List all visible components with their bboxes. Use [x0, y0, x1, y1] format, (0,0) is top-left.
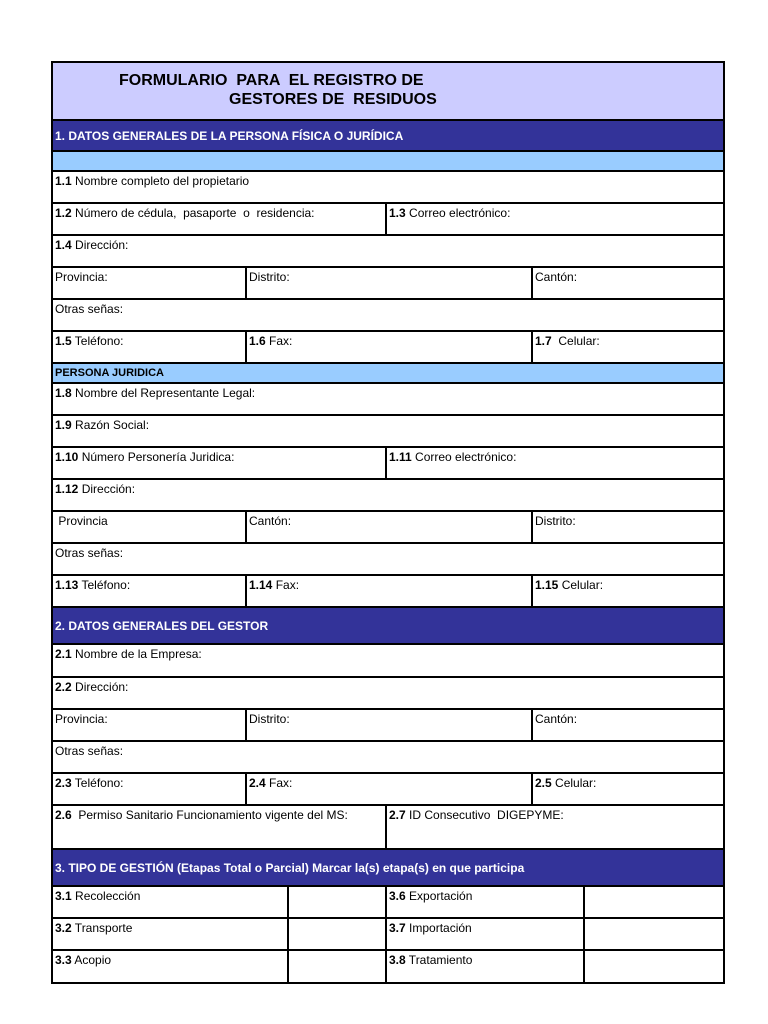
field-razon-social[interactable]: 1.9 Razón Social: [55, 418, 150, 432]
option-tratamiento: 3.8 Tratamiento [387, 951, 585, 982]
field-celular[interactable]: 1.7 Celular: [535, 334, 600, 348]
checkbox-recoleccion[interactable] [289, 887, 387, 917]
row-1-location2 [53, 512, 723, 544]
row-3-a [53, 887, 723, 919]
checkbox-tratamiento[interactable] [585, 951, 723, 982]
form-title-line1: FORMULARIO PARA EL REGISTRO DE [119, 72, 424, 89]
row-3-c [53, 951, 723, 982]
row-1-1 [53, 172, 723, 204]
option-importacion: 3.7 Importación [387, 919, 585, 949]
field-celular-juridica[interactable]: 1.15 Celular: [535, 578, 604, 592]
field-provincia-juridica[interactable]: Provincia [53, 512, 247, 542]
checkbox-importacion[interactable] [585, 919, 723, 949]
row-2-location [53, 710, 723, 742]
field-email[interactable]: 1.3 Correo electrónico: [389, 206, 511, 220]
field-owner-name[interactable]: 1.1 Nombre completo del propietario [55, 174, 250, 188]
row-2-2 [53, 678, 723, 710]
row-3-b [53, 919, 723, 951]
row-1-12 [53, 480, 723, 512]
field-email-juridica[interactable]: 1.11 Correo electrónico: [389, 450, 517, 464]
field-provincia[interactable]: Provincia: [53, 268, 247, 298]
field-id-number[interactable]: 1.2 Número de cédula, pasaporte o residencia: [53, 204, 387, 234]
option-transporte: 3.2 Transporte [53, 919, 289, 949]
field-company-name[interactable]: 2.1 Nombre de la Empresa: [55, 647, 202, 661]
row-1-phones [53, 332, 723, 364]
field-distrito-gestor[interactable]: Distrito: [247, 710, 533, 740]
row-1-9 [53, 416, 723, 448]
field-telefono-gestor[interactable]: 2.3 Teléfono: [53, 774, 247, 804]
field-distrito[interactable]: Distrito: [247, 268, 533, 298]
field-fax-juridica[interactable]: 1.14 Fax: [247, 576, 533, 606]
persona-juridica-header: PERSONA JURIDICA [53, 364, 723, 384]
field-provincia-gestor[interactable]: Provincia: [53, 710, 247, 740]
section2-header: 2. DATOS GENERALES DEL GESTOR [53, 608, 723, 645]
field-distrito-juridica[interactable]: Distrito: [535, 514, 576, 528]
field-fax[interactable]: 1.6 Fax: [247, 332, 533, 362]
form-title-line2: GESTORES DE RESIDUOS [229, 91, 437, 108]
field-telefono-juridica[interactable]: 1.13 Teléfono: [53, 576, 247, 606]
row-1-otras2 [53, 544, 723, 576]
row-2-1 [53, 645, 723, 678]
field-personeria[interactable]: 1.10 Número Personería Juridica: [53, 448, 387, 478]
field-digepyme-id[interactable]: 2.7 ID Consecutivo DIGEPYME: [389, 808, 564, 822]
row-1-8 [53, 384, 723, 416]
field-telefono[interactable]: 1.5 Teléfono: [53, 332, 247, 362]
field-otras-senas[interactable]: Otras señas: [55, 302, 124, 316]
field-canton[interactable]: Cantón: [535, 270, 578, 284]
option-exportacion: 3.6 Exportación [387, 887, 585, 917]
row-2-otras [53, 742, 723, 774]
checkbox-acopio[interactable] [289, 951, 387, 982]
field-fax-gestor[interactable]: 2.4 Fax: [247, 774, 533, 804]
registration-form [51, 61, 725, 984]
field-address-juridica[interactable]: 1.12 Dirección: [55, 482, 136, 496]
row-1-4 [53, 236, 723, 268]
section1-header: 1. DATOS GENERALES DE LA PERSONA FÍSICA O JURÍDICA [53, 121, 723, 152]
field-legal-representative[interactable]: 1.8 Nombre del Representante Legal: [55, 386, 256, 400]
row-2-permits [53, 806, 723, 850]
row-1-phones2 [53, 576, 723, 608]
row-1-2 [53, 204, 723, 236]
row-1-location [53, 268, 723, 300]
option-acopio: 3.3 Acopio [53, 951, 289, 982]
row-1-10 [53, 448, 723, 480]
row-2-phones [53, 774, 723, 806]
field-celular-gestor[interactable]: 2.5 Celular: [535, 776, 597, 790]
field-sanitary-permit[interactable]: 2.6 Permiso Sanitario Funcionamiento vigente del MS: [53, 806, 387, 848]
field-otras-senas-juridica[interactable]: Otras señas: [55, 546, 124, 560]
row-1-otras [53, 300, 723, 332]
option-recoleccion: 3.1 Recolección [53, 887, 289, 917]
field-canton-juridica[interactable]: Cantón: [247, 512, 533, 542]
field-canton-gestor[interactable]: Cantón: [535, 712, 578, 726]
section3-header: 3. TIPO DE GESTIÓN (Etapas Total o Parcial) Marcar la(s) etapa(s) en que participa [53, 850, 723, 887]
field-otras-senas-gestor[interactable]: Otras señas: [55, 744, 124, 758]
field-company-address[interactable]: 2.2 Dirección: [55, 680, 129, 694]
form-title [53, 63, 723, 121]
checkbox-transporte[interactable] [289, 919, 387, 949]
section1-spacer [53, 152, 723, 172]
field-address[interactable]: 1.4 Dirección: [55, 238, 129, 252]
checkbox-exportacion[interactable] [585, 887, 723, 917]
